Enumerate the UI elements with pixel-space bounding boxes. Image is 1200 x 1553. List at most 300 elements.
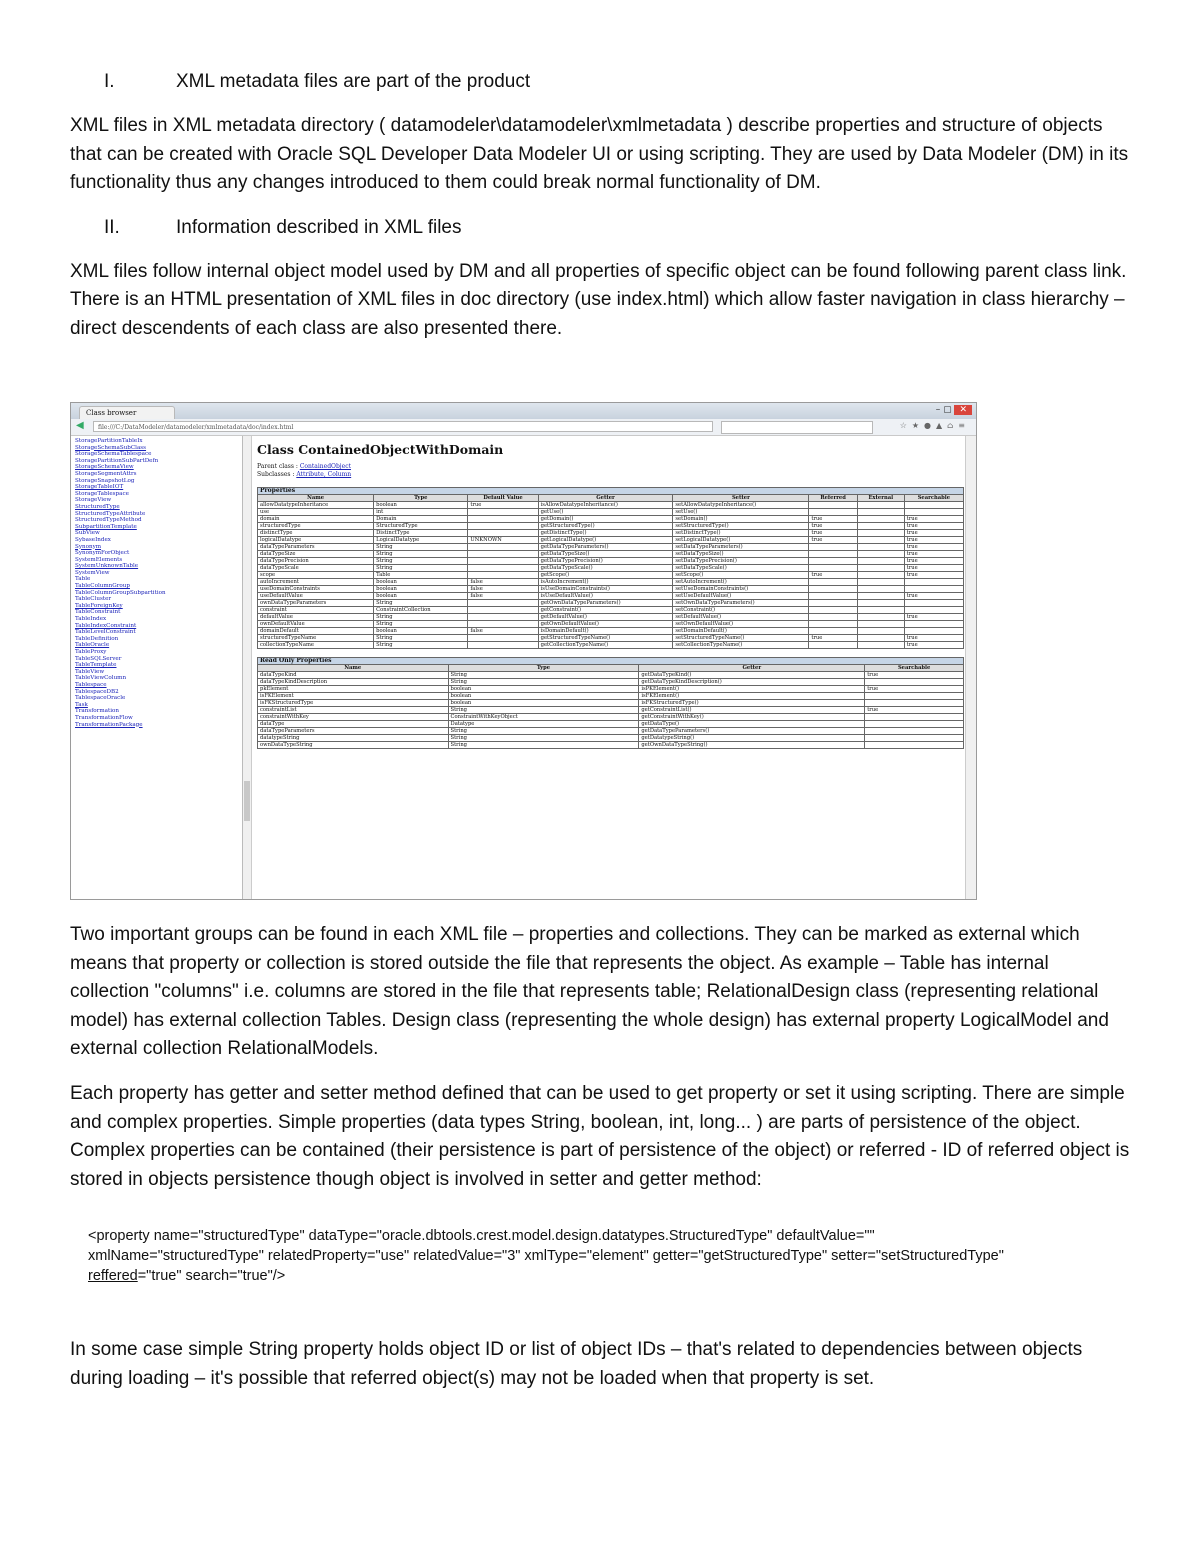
table-cell: datatypeString: [258, 735, 449, 742]
table-row: [258, 586, 964, 593]
table-cell: getConstraint(): [538, 607, 673, 614]
table-row: [258, 714, 964, 721]
table-cell: boolean: [374, 586, 468, 593]
table-cell: true: [865, 686, 964, 693]
table-cell: isFKElement: [258, 693, 449, 700]
table-cell: [857, 642, 904, 649]
table-cell: boolean: [374, 628, 468, 635]
table-cell: setDomain(): [673, 516, 809, 523]
document-page-continued: [70, 921, 1130, 1410]
table-cell: constraintWithKey: [258, 714, 449, 721]
table-cell: setDefaultValue(): [673, 614, 809, 621]
table-row: [258, 642, 964, 649]
table-cell: dataTypeScale: [258, 565, 374, 572]
sidebar-class-link: SybaseIndex: [75, 536, 111, 543]
table-cell: String: [448, 707, 639, 714]
table-cell: useDomainConstraints: [258, 586, 374, 593]
table-cell: [865, 728, 964, 735]
section-heading-2: [70, 214, 1130, 242]
section-number: I.: [104, 71, 115, 92]
sidebar-class-link: StorageSchemaView: [75, 464, 134, 471]
sidebar-class-link: TableColumnGroupSubpartition: [75, 589, 166, 596]
table-cell: setOwnDefaultValue(): [673, 621, 809, 628]
table-cell: [809, 558, 857, 565]
browser-screenshot: [70, 402, 977, 900]
back-arrow-icon: ◀: [76, 420, 84, 431]
column-header: Searchable: [904, 495, 963, 502]
table-cell: [857, 614, 904, 621]
table-cell: getDefaultValue(): [538, 614, 673, 621]
column-header: Type: [374, 495, 468, 502]
table-row: [258, 593, 964, 600]
table-cell: true: [904, 544, 963, 551]
table-cell: true: [904, 530, 963, 537]
table-cell: [468, 565, 538, 572]
table-cell: setDistinctType(): [673, 530, 809, 537]
table-cell: autoIncrement: [258, 579, 374, 586]
sidebar-class-link: Synonym: [75, 543, 102, 550]
sidebar-class-link: StructuredTypeMethod: [75, 517, 142, 524]
column-header: Type: [448, 665, 639, 672]
table-cell: String: [374, 635, 468, 642]
table-cell: getDataTypeKind(): [639, 672, 865, 679]
table-row: [258, 693, 964, 700]
table-cell: [857, 635, 904, 642]
table-cell: constraintList: [258, 707, 449, 714]
table-row: [258, 544, 964, 551]
sidebar-class-link: Table: [75, 576, 91, 583]
table-cell: true: [809, 516, 857, 523]
table-cell: String: [374, 621, 468, 628]
table-cell: [857, 516, 904, 523]
sidebar-class-link: Transformation: [75, 708, 119, 715]
sidebar-class-link: TableColumnGroup: [75, 583, 130, 590]
sidebar-class-link: StorageSnapshotLog: [75, 477, 135, 484]
table-cell: [857, 579, 904, 586]
sidebar-class-link: TableDefinition: [75, 635, 119, 642]
table-cell: setUse(): [673, 509, 809, 516]
table-cell: true: [904, 572, 963, 579]
table-cell: getUse(): [538, 509, 673, 516]
table-cell: [857, 607, 904, 614]
sidebar-class-link: SystemElements: [75, 556, 123, 563]
table-row: [258, 502, 964, 509]
table-cell: [468, 523, 538, 530]
table-cell: getDistinctType(): [538, 530, 673, 537]
paragraph-4: Each property has getter and setter method defined that can be used to get property or set it using scripting. There are simple and complex properties. Simple properties (data types String, boolean, int, long... ) are parts of persistence of the object. Complex properties can be contained (their persistence is part of persistence of the object) or referred - ID of referred object is stored in objects persistence though object is involved in setter and getter method:: [70, 1082, 1130, 1190]
table-cell: [809, 628, 857, 635]
sidebar-class-link: TablespaceDB2: [75, 688, 119, 695]
sidebar-class-link: SystemView: [75, 569, 110, 576]
table-cell: [468, 642, 538, 649]
table-cell: getConstraintList(): [639, 707, 865, 714]
table-cell: setDataTypeScale(): [673, 565, 809, 572]
table-cell: [809, 565, 857, 572]
table-cell: boolean: [374, 579, 468, 586]
table-cell: [809, 600, 857, 607]
table-cell: [809, 593, 857, 600]
table-cell: allowDatatypeInheritance: [258, 502, 374, 509]
table-cell: getDataTypeSize(): [538, 551, 673, 558]
table-row: [258, 607, 964, 614]
column-header: Searchable: [865, 665, 964, 672]
table-cell: [865, 679, 964, 686]
sidebar-class-link: StorageTablespace: [75, 490, 129, 497]
table-cell: [904, 509, 963, 516]
class-detail-panel: [257, 436, 964, 899]
table-cell: [865, 721, 964, 728]
code-line-1: <property name="structuredType" dataType="oracle.dbtools.crest.model.design.datatypes.StructuredType" defaultValue="": [88, 1228, 875, 1245]
table-cell: [809, 551, 857, 558]
table-cell: setConstraint(): [673, 607, 809, 614]
code-line-3: [88, 1266, 1130, 1286]
sidebar-class-link: TransformationPackage: [75, 721, 143, 728]
table-cell: boolean: [448, 693, 639, 700]
table-cell: isUseDomainConstraints(): [538, 586, 673, 593]
table-row: [258, 707, 964, 714]
table-cell: true: [904, 642, 963, 649]
column-header: Default Value: [468, 495, 538, 502]
table-cell: [857, 565, 904, 572]
table-row: [258, 742, 964, 749]
table-cell: getDataTypeParameters(): [639, 728, 865, 735]
class-title: Class ContainedObjectWithDomain: [257, 442, 504, 457]
table-cell: [809, 544, 857, 551]
table-row: [258, 679, 964, 686]
table-row: [258, 621, 964, 628]
table-cell: true: [904, 565, 963, 572]
close-icon: ✕: [954, 405, 972, 415]
table-cell: [865, 693, 964, 700]
table-cell: getDomain(): [538, 516, 673, 523]
table-cell: defaultValue: [258, 614, 374, 621]
table-cell: true: [904, 614, 963, 621]
sidebar-class-link: StoragePartitionSubPartDefn: [75, 457, 159, 464]
sidebar-class-link: SystemUnknownTable: [75, 563, 139, 570]
table-cell: ownDataTypeString: [258, 742, 449, 749]
browser-urlbar: [71, 419, 976, 436]
sidebar-class-link: StoragePartitionTableIx: [75, 438, 143, 444]
table-cell: collectionTypeName: [258, 642, 374, 649]
table-cell: setAutoIncrement(): [673, 579, 809, 586]
table-cell: Domain: [374, 516, 468, 523]
table-row: [258, 530, 964, 537]
table-cell: dataTypeSize: [258, 551, 374, 558]
table-cell: true: [904, 551, 963, 558]
table-cell: String: [448, 742, 639, 749]
code-line-3-rest: ="true" search="true"/>: [137, 1268, 286, 1285]
table-cell: String: [374, 600, 468, 607]
table-cell: getDataTypeScale(): [538, 565, 673, 572]
sidebar-class-link: SubpartitionTemplate: [75, 523, 137, 530]
table-cell: [468, 600, 538, 607]
table-cell: StructuredType: [374, 523, 468, 530]
table-row: [258, 686, 964, 693]
table-cell: [857, 551, 904, 558]
table-cell: [904, 502, 963, 509]
table-cell: getOwnDefaultValue(): [538, 621, 673, 628]
table-cell: true: [904, 516, 963, 523]
table-cell: [857, 509, 904, 516]
subclasses-link: Attribute, Column: [296, 471, 352, 478]
column-header: Name: [258, 495, 374, 502]
table-row: [258, 523, 964, 530]
table-cell: String: [448, 735, 639, 742]
table-cell: UNKNOWN: [468, 537, 538, 544]
table-cell: structuredTypeName: [258, 635, 374, 642]
table-cell: getStructuredType(): [538, 523, 673, 530]
paragraph-3: Two important groups can be found in each XML file – properties and collections. They can be marked as external which means that property or collection is stored outside the file that represents the object. As example – Table has internal collection "columns" i.e. columns are stored in the file that represents table; RelationalDesign class (representing relational model) has external collection Tables. Design class (representing the whole design) has external property LogicalModel and external collection RelationalModels.: [70, 924, 1109, 1060]
table-cell: getOwnDataTypeParameters(): [538, 600, 673, 607]
properties-table: [257, 487, 964, 649]
table-cell: dataTypePrecision: [258, 558, 374, 565]
table-cell: String: [374, 558, 468, 565]
table-cell: setDataTypePrecision(): [673, 558, 809, 565]
table-cell: true: [904, 523, 963, 530]
sidebar-class-link: TableConstraint: [75, 609, 121, 616]
table-cell: setCollectionTypeName(): [673, 642, 809, 649]
table-cell: [809, 509, 857, 516]
table-row: [258, 572, 964, 579]
sidebar-class-link: SubView: [75, 530, 100, 537]
table-row: [258, 600, 964, 607]
table-cell: [857, 537, 904, 544]
table-cell: [904, 607, 963, 614]
sidebar-scrollbar: [243, 436, 252, 899]
table-row: [258, 700, 964, 707]
table-cell: ConstraintWithKeyObject: [448, 714, 639, 721]
table-cell: true: [904, 635, 963, 642]
table-row: [258, 516, 964, 523]
sidebar-class-link: TableIndexConstraint: [75, 622, 137, 629]
table-cell: false: [468, 579, 538, 586]
table-cell: true: [904, 593, 963, 600]
sidebar-class-link: TableCluster: [75, 596, 112, 603]
table-cell: [857, 621, 904, 628]
table-cell: false: [468, 628, 538, 635]
code-underlined-word: reffered: [88, 1268, 138, 1285]
sidebar-class-link: TableTemplate: [75, 662, 117, 669]
table-cell: [809, 579, 857, 586]
table-cell: String: [374, 544, 468, 551]
table-cell: [468, 572, 538, 579]
column-header: Name: [258, 665, 449, 672]
table-cell: DistinctType: [374, 530, 468, 537]
paragraph-5: In some case simple String property holds object ID or list of object IDs – that's related to dependencies between objects during loading – it's possible that referred object(s) may not be loaded when that property is set.: [70, 1339, 1083, 1389]
table-cell: true: [468, 502, 538, 509]
browser-search-field: [721, 421, 873, 434]
table-cell: true: [809, 537, 857, 544]
toolbar-icons: ☆★●▲⌂≡: [899, 421, 970, 430]
table-cell: LogicalDatatype: [374, 537, 468, 544]
sidebar-class-link: TableSQLServer: [75, 655, 122, 662]
sidebar-class-link: StorageTableIOT: [75, 484, 124, 491]
sidebar-class-link: TableViewColumn: [75, 675, 127, 682]
table-cell: getDataType(): [639, 721, 865, 728]
table-cell: [857, 572, 904, 579]
table-cell: isUseDefaultValue(): [538, 593, 673, 600]
table-cell: String: [374, 642, 468, 649]
table-cell: [857, 586, 904, 593]
table-row: [258, 614, 964, 621]
table-row: [258, 728, 964, 735]
sidebar-class-link: Tablespace: [75, 681, 107, 688]
sidebar-class-link: TableLevelConstraint: [75, 629, 136, 636]
table-cell: setScope(): [673, 572, 809, 579]
table-cell: String: [448, 672, 639, 679]
column-header: Getter: [639, 665, 865, 672]
table-caption: Properties: [258, 488, 964, 495]
sidebar-class-link: TableIndex: [75, 616, 107, 623]
window-controls: – ▢ ✕: [936, 405, 972, 415]
table-cell: domain: [258, 516, 374, 523]
table-cell: String: [374, 551, 468, 558]
browser-tab: Class browser: [79, 406, 175, 419]
table-cell: [857, 502, 904, 509]
table-cell: setDataTypeParameters(): [673, 544, 809, 551]
section-heading-1: [70, 68, 1130, 96]
table-cell: [857, 523, 904, 530]
paragraph-2: XML files follow internal object model used by DM and all properties of specific object can be found following parent class link. There is an HTML presentation of XML files in doc directory (use index.html) which allow faster navigation in class hierarchy – direct descendents of each class are also presented there.: [70, 260, 1127, 339]
table-cell: ownDefaultValue: [258, 621, 374, 628]
table-cell: getCollectionTypeName(): [538, 642, 673, 649]
table-cell: isAllowDatatypeInheritance(): [538, 502, 673, 509]
table-cell: getScope(): [538, 572, 673, 579]
table-cell: isFKStructuredType(): [639, 700, 865, 707]
table-cell: [468, 544, 538, 551]
table-cell: String: [374, 565, 468, 572]
table-cell: setUseDomainConstraints(): [673, 586, 809, 593]
table-cell: [904, 586, 963, 593]
table-cell: int: [374, 509, 468, 516]
table-cell: ConstraintCollection: [374, 607, 468, 614]
table-cell: String: [374, 614, 468, 621]
table-cell: boolean: [448, 700, 639, 707]
table-row: [258, 579, 964, 586]
table-cell: boolean: [374, 593, 468, 600]
table-cell: [809, 614, 857, 621]
table-cell: [857, 593, 904, 600]
table-row: [258, 628, 964, 635]
column-header: Setter: [673, 495, 809, 502]
sidebar-class-link: TransformationFlow: [75, 714, 133, 721]
table-cell: dataType: [258, 721, 449, 728]
table-cell: [865, 735, 964, 742]
readonly-properties-table: [257, 657, 964, 749]
table-cell: setStructuredType(): [673, 523, 809, 530]
content-scrollbar: [965, 436, 976, 899]
table-cell: [468, 551, 538, 558]
table-cell: [857, 628, 904, 635]
parent-class-link: ContainedObject: [299, 463, 351, 470]
table-cell: pkElement: [258, 686, 449, 693]
table-cell: isFKElement(): [639, 693, 865, 700]
table-cell: [865, 700, 964, 707]
table-cell: true: [865, 672, 964, 679]
table-cell: Table: [374, 572, 468, 579]
table-row: [258, 565, 964, 572]
table-cell: [904, 579, 963, 586]
column-header: Getter: [538, 495, 673, 502]
table-cell: getConstraintWithKey(): [639, 714, 865, 721]
table-cell: getStructuredTypeName(): [538, 635, 673, 642]
table-cell: false: [468, 586, 538, 593]
table-cell: [468, 621, 538, 628]
scrollbar-thumb: [244, 781, 250, 821]
table-cell: [809, 621, 857, 628]
table-cell: setDataTypeSize(): [673, 551, 809, 558]
sidebar-class-link: StructuredType: [75, 503, 120, 510]
table-cell: String: [448, 728, 639, 735]
column-header: External: [857, 495, 904, 502]
table-cell: setStructuredTypeName(): [673, 635, 809, 642]
sidebar-class-link: StructuredTypeAttribute: [75, 510, 146, 517]
sidebar-class-link: TableProxy: [75, 649, 107, 655]
table-cell: getDatatypeString(): [639, 735, 865, 742]
section-number: II.: [104, 216, 120, 238]
table-cell: dataTypeKind: [258, 672, 449, 679]
table-cell: [468, 509, 538, 516]
url-field: file:///C:/DataModeler/datamodeler/xmlmetadata/doc/index.html: [93, 421, 713, 432]
table-cell: [468, 558, 538, 565]
paragraph-1: XML files in XML metadata directory ( datamodeler\datamodeler\xmlmetadata ) describe properties and structure of objects that can be created with Oracle SQL Developer Data Modeler UI or using scripting. They are used by Data Modeler (DM) in its functionality thus any changes introduced to them could break normal functionality of DM.: [70, 115, 1129, 194]
table-cell: isFKStructuredType: [258, 700, 449, 707]
table-cell: useDefaultValue: [258, 593, 374, 600]
table-cell: getDataTypeParameters(): [538, 544, 673, 551]
table-cell: [904, 621, 963, 628]
table-cell: true: [904, 537, 963, 544]
table-cell: distinctType: [258, 530, 374, 537]
table-row: [258, 672, 964, 679]
table-row: [258, 735, 964, 742]
table-cell: true: [809, 530, 857, 537]
column-header: Referred: [809, 495, 857, 502]
code-line-2: xmlName="structuredType" relatedProperty="use" relatedValue="3" xmlType="element" getter="getStructuredType" setter="setStructuredType": [88, 1248, 1004, 1265]
table-row: [258, 558, 964, 565]
table-cell: [857, 530, 904, 537]
table-cell: [865, 714, 964, 721]
browser-titlebar: [71, 403, 976, 419]
table-cell: setDomainDefault(): [673, 628, 809, 635]
table-cell: logicalDatatype: [258, 537, 374, 544]
table-cell: String: [448, 679, 639, 686]
table-cell: [468, 530, 538, 537]
table-row: [258, 551, 964, 558]
table-cell: setLogicalDatatype(): [673, 537, 809, 544]
table-cell: true: [809, 523, 857, 530]
document-page: [70, 68, 1130, 360]
table-cell: [865, 742, 964, 749]
parent-class-line: [257, 463, 964, 471]
table-cell: setUseDefaultValue(): [673, 593, 809, 600]
table-cell: isPKElement(): [639, 686, 865, 693]
table-row: [258, 635, 964, 642]
table-cell: false: [468, 593, 538, 600]
parent-label: Parent class :: [257, 463, 298, 470]
table-cell: dataTypeParameters: [258, 544, 374, 551]
table-cell: scope: [258, 572, 374, 579]
table-cell: true: [809, 572, 857, 579]
table-cell: [468, 516, 538, 523]
table-cell: use: [258, 509, 374, 516]
table-cell: [809, 642, 857, 649]
sidebar-class-link: StorageView: [75, 497, 112, 504]
sidebar-class-link: StorageSegmentAttrs: [75, 470, 137, 477]
table-cell: constraint: [258, 607, 374, 614]
table-cell: [468, 635, 538, 642]
sidebar-class-link: TablespaceOracle: [75, 695, 126, 702]
table-cell: getOwnDataTypeString(): [639, 742, 865, 749]
